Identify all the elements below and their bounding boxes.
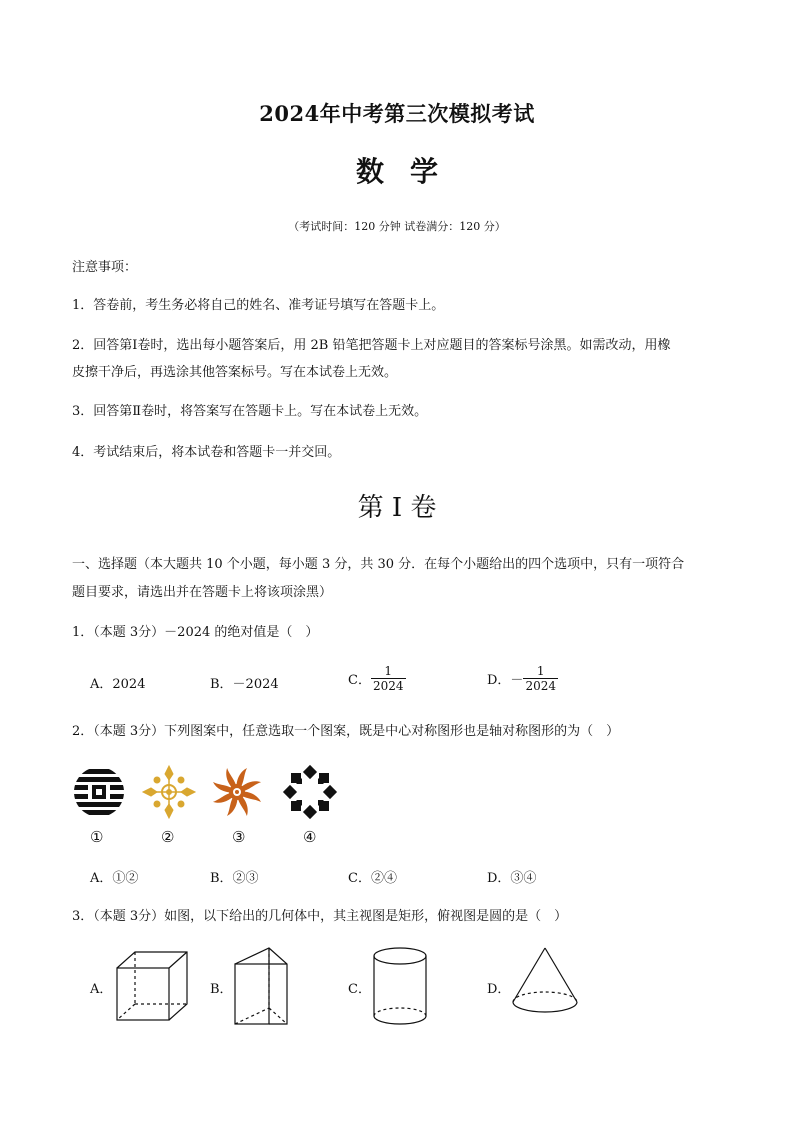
exam-title: 2024年中考第三次模拟考试 xyxy=(259,101,535,126)
figure-label-4: ④ xyxy=(303,828,317,846)
fraction-denominator: 2024 xyxy=(525,679,556,693)
triangular-prism-icon xyxy=(231,944,291,1028)
volume-title: 第 I 卷 xyxy=(357,493,437,523)
q1-option-b: B．－2024 xyxy=(210,677,279,692)
square-ring-icon xyxy=(282,764,338,820)
q2-option-a: A．①② xyxy=(90,871,139,886)
subject-title: 数学 xyxy=(355,155,464,188)
q1-option-d-label: D．－ xyxy=(487,673,524,688)
q1-option-c-fraction xyxy=(371,664,406,693)
cone-icon xyxy=(508,944,582,1022)
figure-label-2: ② xyxy=(161,828,175,846)
q2-option-d: D．③④ xyxy=(487,871,537,886)
q3-option-d: D． xyxy=(487,982,511,997)
q1-option-c-label: C． xyxy=(348,673,371,688)
q1-option-d-fraction xyxy=(523,664,558,693)
fraction-denominator: 2024 xyxy=(372,679,404,693)
q3-option-a: A． xyxy=(90,982,113,997)
exam-info: （考试时间：120 分钟 试卷满分：120 分） xyxy=(288,220,506,233)
spiral-flower-icon xyxy=(209,764,265,820)
q2-option-c: C．②④ xyxy=(348,871,397,886)
cube-icon xyxy=(113,948,191,1024)
flower-cross-icon xyxy=(141,764,197,820)
section-heading-cont: 题目要求，请选出并在答题卡上将该项涂黑） xyxy=(72,585,333,600)
notice-item-2: 2．回答第Ⅰ卷时，选出每小题答案后，用 2B 铅笔把答题卡上对应题目的答案标号涂黑。如需改动，用橡 xyxy=(72,338,671,353)
section-heading: 一、选择题（本大题共 10 个小题，每小题 3 分，共 30 分．在每个小题给出的四个选项中，只有一项符合 xyxy=(72,557,685,572)
figure-label-3: ③ xyxy=(232,828,246,846)
bagua-icon xyxy=(73,766,125,818)
notice-item-4: 4．考试结束后，将本试卷和答题卡一并交回。 xyxy=(72,445,341,460)
fraction-numerator: 1 xyxy=(384,664,393,678)
fraction-numerator: 1 xyxy=(536,664,545,678)
q1-option-a: A．2024 xyxy=(90,677,146,692)
q1-option-c xyxy=(348,664,406,693)
q2-option-b: B．②③ xyxy=(210,871,259,886)
q3-option-c: C． xyxy=(348,982,371,997)
figure-label-1: ① xyxy=(90,828,104,846)
notice-item-2-cont: 皮擦干净后，再选涂其他答案标号。写在本试卷上无效。 xyxy=(72,365,398,380)
notice-item-3: 3．回答第Ⅱ卷时，将答案写在答题卡上。写在本试卷上无效。 xyxy=(72,404,428,419)
notice-heading: 注意事项： xyxy=(72,260,138,275)
question-2-stem: 2．（本题 3分）下列图案中，任意选取一个图案，既是中心对称图形也是轴对称图形的为（ ） xyxy=(72,724,620,739)
notice-item-1: 1．答卷前，考生务必将自己的姓名、准考证号填写在答题卡上。 xyxy=(72,298,445,313)
q1-option-d xyxy=(487,664,558,693)
q3-option-b: B． xyxy=(210,982,233,997)
question-3-stem: 3．（本题 3分）如图，以下给出的几何体中，其主视图是矩形，俯视图是圆的是（ ） xyxy=(72,909,568,924)
question-1-stem: 1．（本题 3分）－2024 的绝对值是（ ） xyxy=(72,625,319,640)
cylinder-icon xyxy=(369,944,431,1028)
